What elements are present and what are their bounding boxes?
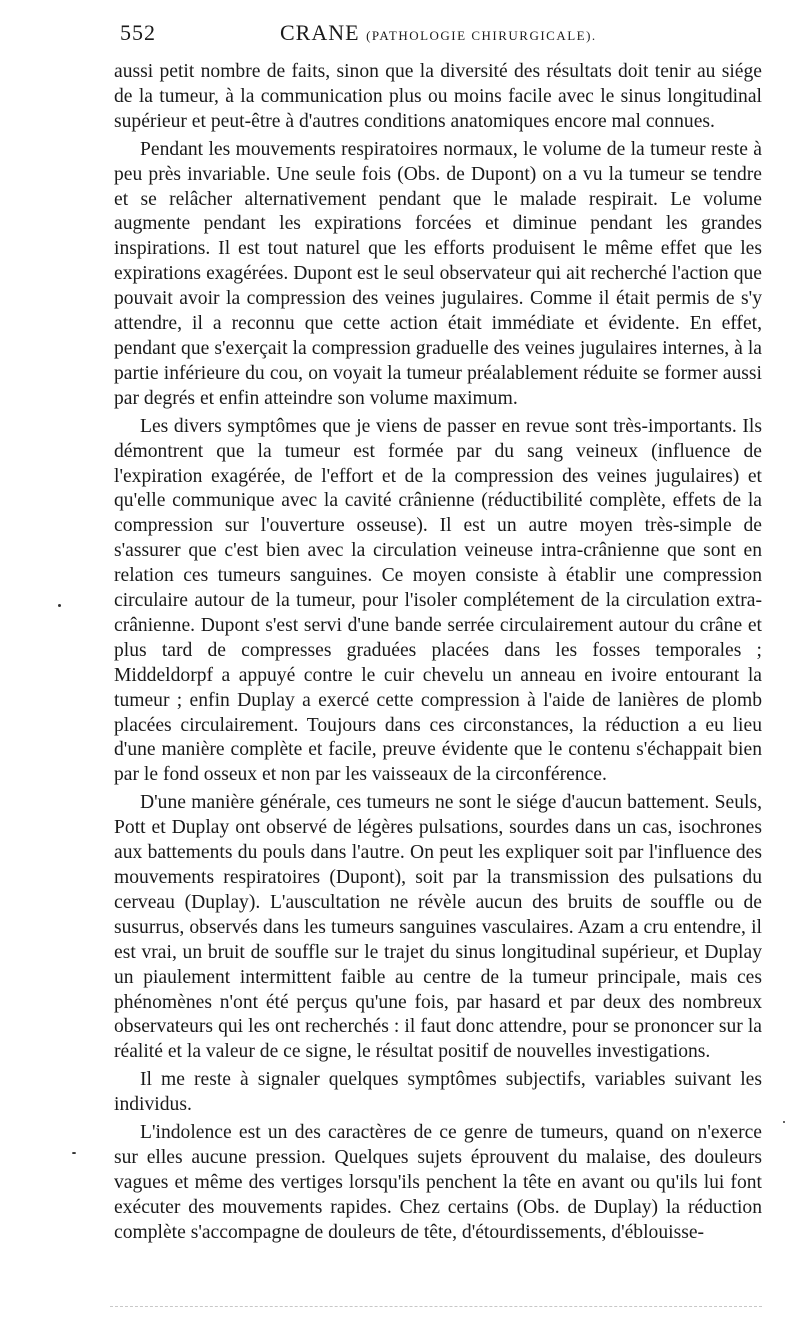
paragraph-1: aussi petit nombre de faits, sinon que la diversité des résultats doit tenir au siége de la tumeur, à la communication plus ou moins facile avec le sinus longitudinal supérieur et peut-être à d'autres conditions anatomiques encore mal connues. bbox=[114, 61, 762, 132]
running-head bbox=[280, 20, 597, 46]
body-text bbox=[114, 60, 762, 1249]
page-number: 552 bbox=[120, 20, 156, 45]
margin-speck bbox=[58, 604, 61, 607]
margin-speck bbox=[72, 1152, 76, 1154]
page-bottom-rule bbox=[110, 1306, 762, 1307]
running-head-title: CRANE bbox=[280, 20, 360, 45]
paragraph-2: Pendant les mouvements respiratoires normaux, le volume de la tumeur reste à peu près invariable. Une seule fois (Obs. de Dupont) on a vu la tumeur se tendre et se relâcher alternativement pendant que le malade respirait. Le volume augmente pendant les expirations forcées et diminue pendant les grandes inspirations. Il est tout naturel que les efforts produisent le même effet que les expirations exagérées. Dupont est le seul observateur qui ait recherché l'action que pouvait avoir la compression des veines jugulaires. Comme il était permis de s'y attendre, il a reconnu que cette action était immédiate et évidente. En effet, pendant que s'exerçait la compression graduelle des veines jugulaires internes, à la partie inférieure du cou, on voyait la tumeur préalablement réduite se former aussi par degrés et enfin atteindre son volume maximum. bbox=[114, 138, 762, 409]
paragraph-4: D'une manière générale, ces tumeurs ne sont le siége d'aucun battement. Seuls, Pott et Duplay ont observé de légères pulsations, sourdes dans un cas, isochrones aux battements du pouls dans l'autre. On peut les expliquer soit par l'influence des mouvements respiratoires (Dupont), soit par la transmission des pulsations du cerveau (Duplay). L'auscultation ne révèle aucun des bruits de souffle ou de susurrus, observés dans les tumeurs sanguines vasculaires. Azam a cru entendre, il est vrai, un bruit de souffle sur le trajet du sinus longitudinal supérieur, et Duplay un piaulement intermittent faible au centre de la tumeur principale, mais ces phénomènes n'ont été perçus qu'une fois, par hasard et par deux des nombreux observateurs qui les ont recherchés : il faut donc attendre, pour se prononcer sur la réalité et la valeur de ce signe, le résultat positif de nouvelles investigations. bbox=[114, 792, 762, 1063]
paragraph-3: Les divers symptômes que je viens de passer en revue sont très-importants. Ils démontrent que la tumeur est formée par du sang veineux (influence de l'expiration exagérée, de l'effort et de la compression des veines jugulaires) et qu'elle communique avec la cavité crânienne (réductibilité complète, effets de la compression sur l'ouverture osseuse). Il est un autre moyen très-simple de s'assurer que c'est bien avec la circulation veineuse intra-crânienne que sont en relation ces tumeurs sanguines. Ce moyen consiste à établir une compression circulaire autour de la tumeur, pour l'isoler complétement de la circulation extra-crânienne. Dupont s'est servi d'une bande serrée circulairement autour du crâne et plus tard de compresses graduées placées dans les fosses temporales ; Middeldorpf a appuyé contre le cuir chevelu un anneau en ivoire entourant la tumeur ; enfin Duplay a exercé cette compression à l'aide de lanières de plomb placées circulairement. Toujours dans ces circonstances, la réduction a eu lieu d'une manière complète et facile, preuve évidente que le contenu s'échappait bien par le fond osseux et non par les vaisseaux de la circonférence. bbox=[114, 415, 762, 786]
running-head-subtitle: (PATHOLOGIE CHIRURGICALE). bbox=[366, 28, 597, 43]
page-header bbox=[112, 20, 762, 56]
paragraph-5: Il me reste à signaler quelques symptômes subjectifs, variables suivant les individus. bbox=[114, 1069, 762, 1116]
margin-speck bbox=[783, 1121, 785, 1123]
paragraph-6: L'indolence est un des caractères de ce genre de tumeurs, quand on n'exerce sur elles aucune pression. Quelques sujets éprouvent du malaise, des douleurs vagues et même des vertiges lorsqu'ils penchent la tête en avant ou qu'ils lui font exécuter des mouvements rapides. Chez certains (Obs. de Duplay) la réduction complète s'accompagne de douleurs de tête, d'étourdissements, d'éblouisse- bbox=[114, 1122, 762, 1243]
